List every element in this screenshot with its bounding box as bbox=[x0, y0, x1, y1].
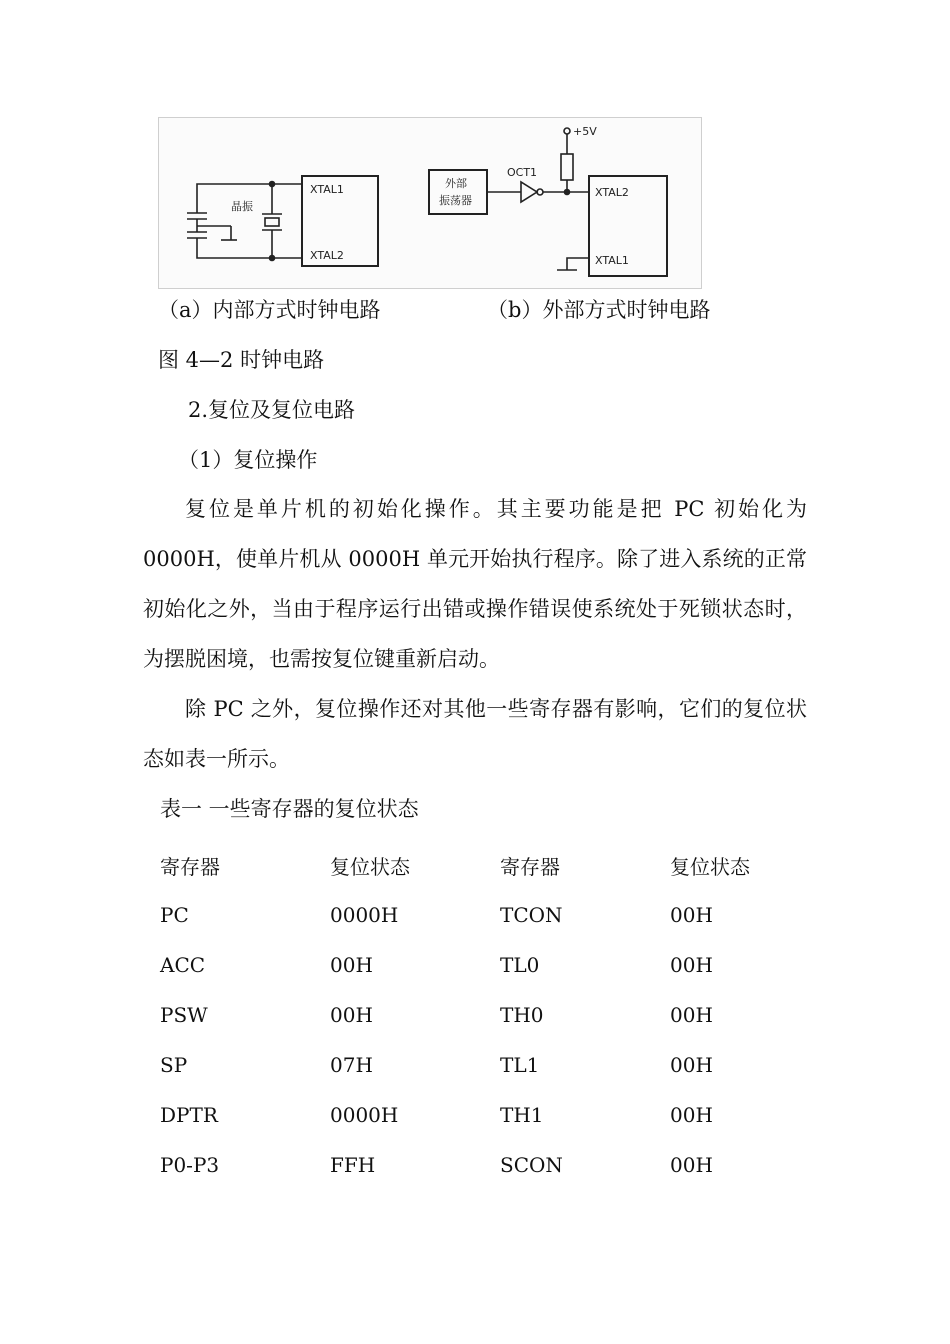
clock-circuit-diagram bbox=[159, 118, 701, 288]
header-register-1: 寄存器 bbox=[160, 854, 220, 879]
cell: SCON bbox=[500, 1153, 563, 1177]
right-xtal2-label: XTAL2 bbox=[595, 186, 629, 199]
osc-label-line1: 外部 bbox=[445, 177, 467, 190]
cell: 07H bbox=[330, 1053, 373, 1077]
header-register-2: 寄存器 bbox=[500, 854, 560, 879]
caption-a: （a）内部方式时钟电路 bbox=[158, 298, 381, 322]
cell: 00H bbox=[330, 953, 373, 977]
cell: TL1 bbox=[500, 1053, 540, 1077]
table-title: 表一 一些寄存器的复位状态 bbox=[160, 797, 419, 821]
paragraph-register-effects: 除 PC 之外，复位操作还对其他一些寄存器有影响，它们的复位状态如表一所示。 bbox=[143, 697, 807, 771]
cell: 0000H bbox=[330, 1103, 399, 1127]
table-header-row bbox=[160, 840, 790, 890]
cell: 00H bbox=[670, 1153, 713, 1177]
cell: PSW bbox=[160, 1003, 208, 1027]
vcc-label: +5V bbox=[573, 125, 597, 138]
cell: 00H bbox=[330, 1003, 373, 1027]
external-clock-circuit bbox=[429, 125, 667, 276]
cell: 00H bbox=[670, 953, 713, 977]
left-xtal1-label: XTAL1 bbox=[310, 183, 344, 196]
figure-title: 图 4—2 时钟电路 bbox=[158, 348, 325, 372]
table-row bbox=[160, 1040, 790, 1090]
section-heading: 2.复位及复位电路 bbox=[188, 398, 356, 422]
cell: SP bbox=[160, 1053, 188, 1077]
left-xtal2-label: XTAL2 bbox=[310, 249, 344, 262]
cell: P0-P3 bbox=[160, 1153, 220, 1177]
register-reset-table bbox=[160, 840, 790, 1190]
crystal-label: 晶振 bbox=[231, 200, 253, 213]
clock-circuit-figure bbox=[158, 117, 702, 289]
cell: 00H bbox=[670, 1053, 713, 1077]
cell: PC bbox=[160, 903, 189, 927]
cell: TH1 bbox=[500, 1103, 544, 1127]
cell: TL0 bbox=[500, 953, 540, 977]
header-reset-state-1: 复位状态 bbox=[330, 854, 410, 879]
cell: 0000H bbox=[330, 903, 399, 927]
internal-clock-circuit bbox=[187, 176, 378, 266]
table-row bbox=[160, 890, 790, 940]
header-reset-state-2: 复位状态 bbox=[670, 854, 750, 879]
right-xtal1-label: XTAL1 bbox=[595, 254, 629, 267]
table-row bbox=[160, 1140, 790, 1190]
cell: ACC bbox=[160, 953, 206, 977]
table-row bbox=[160, 940, 790, 990]
paragraph-reset-description: 复位是单片机的初始化操作。其主要功能是把 PC 初始化为 0000H，使单片机从 0000H 单元开始执行程序。除了进入系统的正常初始化之外，当由于程序运行出错或操作错误使系统处于死锁状态时，为摆脱困境，也需按复位键重新启动。 bbox=[143, 497, 807, 671]
osc-label-line2: 振荡器 bbox=[439, 194, 472, 207]
caption-b: （b）外部方式时钟电路 bbox=[487, 298, 711, 322]
cell: 00H bbox=[670, 1103, 713, 1127]
table-row bbox=[160, 990, 790, 1040]
sub-heading: （1）复位操作 bbox=[178, 448, 318, 472]
cell: DPTR bbox=[160, 1103, 218, 1127]
table-row bbox=[160, 1090, 790, 1140]
cell: TH0 bbox=[500, 1003, 544, 1027]
cell: 00H bbox=[670, 903, 713, 927]
cell: TCON bbox=[500, 903, 563, 927]
cell: 00H bbox=[670, 1003, 713, 1027]
oct1-label: OCT1 bbox=[507, 166, 538, 179]
cell: FFH bbox=[330, 1153, 376, 1177]
